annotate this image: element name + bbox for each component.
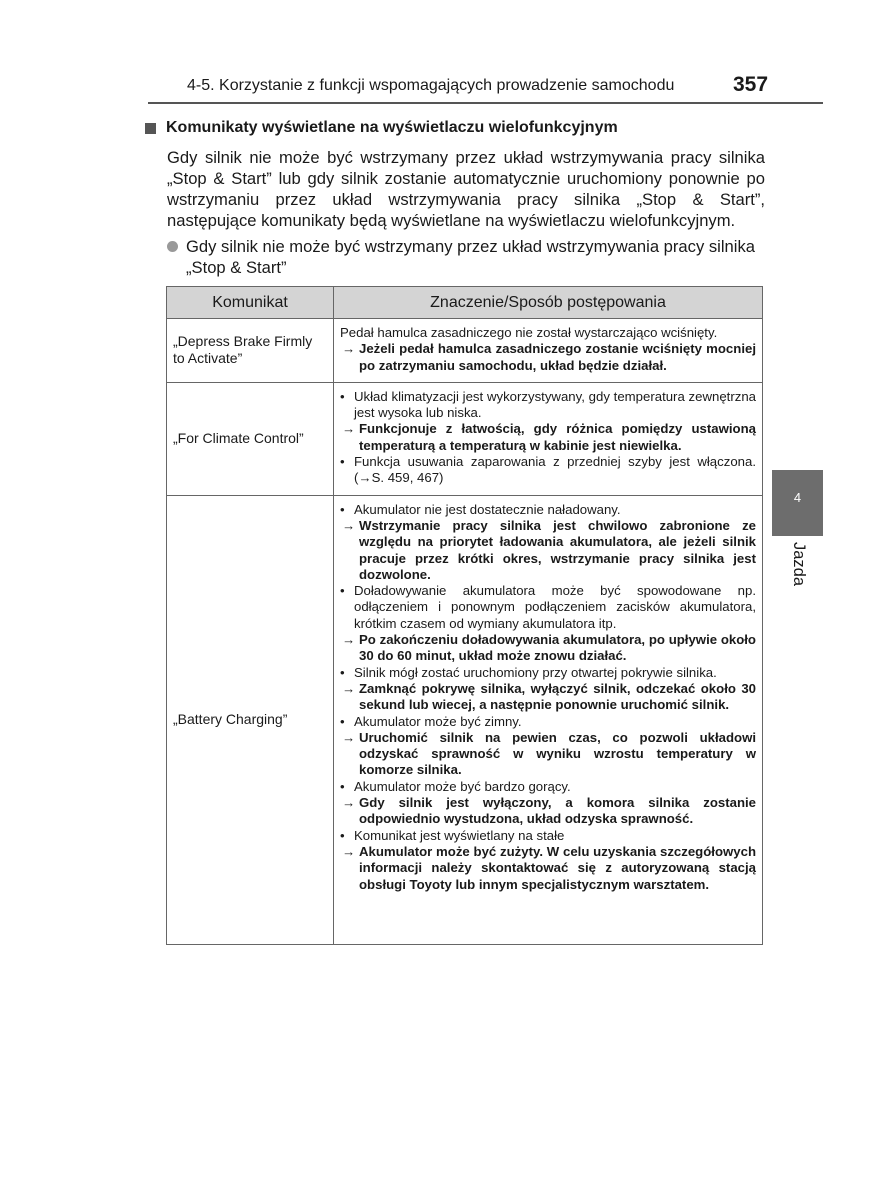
section-title: Komunikaty wyświetlane na wyświetlaczu wielofunkcyjnym	[166, 119, 618, 136]
column-header-meaning: Znaczenie/Sposób postępowania	[334, 287, 763, 319]
action-line	[340, 632, 756, 665]
bullet-icon: •	[340, 664, 345, 680]
table-body	[167, 319, 763, 945]
arrow-icon: →	[342, 421, 356, 437]
table-row	[167, 495, 763, 944]
line-text: Komunikat jest wyświetlany na stałe	[354, 827, 565, 843]
chapter-number: 4	[793, 490, 802, 505]
cause-line	[340, 583, 756, 632]
cause-line	[340, 779, 756, 795]
cause-line	[340, 389, 756, 422]
meaning-cell	[334, 382, 763, 495]
table-row	[167, 382, 763, 495]
line-text: Jeżeli pedał hamulca zasadniczego zostanie wciśnięty mocniej po zatrzymaniu samochodu, układ będzie działał.	[359, 341, 756, 373]
meaning-cell	[334, 319, 763, 383]
bullet-icon: •	[340, 778, 345, 794]
messages-table	[166, 286, 763, 945]
line-text: Funkcjonuje z łatwością, gdy różnica pomiędzy ustawioną temperaturą a temperaturą w kabinie jest niewielka.	[359, 421, 756, 453]
square-bullet-icon	[145, 123, 156, 134]
plain-line	[340, 325, 756, 341]
line-text: Doładowywanie akumulatora może być spowodowane np. odłączeniem i ponownym podłączeniem zacisków akumulatora, krótkim czasem od wymiany akumulatora itp.	[354, 583, 756, 631]
line-text: Układ klimatyzacji jest wykorzystywany, gdy temperatura zewnętrzna jest wysoka lub niska.	[354, 388, 756, 421]
line-text: Akumulator nie jest dostatecznie naładowany.	[354, 501, 621, 517]
line-text: Pedał hamulca zasadniczego nie został wystarczająco wciśnięty.	[340, 325, 718, 340]
cause-line	[340, 665, 756, 681]
chapter-title: Jazda	[790, 542, 808, 587]
action-line	[340, 681, 756, 714]
arrow-icon: →	[342, 795, 356, 811]
chapter-label	[780, 540, 816, 600]
message-cell: „For Climate Control”	[167, 382, 334, 495]
message-cell: „Depress Brake Firmly to Activate”	[167, 319, 334, 383]
line-text: Wstrzymanie pracy silnika jest chwilowo zabronione ze względu na priorytet ładowania akumulatora, ale jeżeli silnik pracuje przez krótki okres, wstrzymanie pracy silnika jest dozwolone.	[359, 517, 756, 582]
running-header: 4-5. Korzystanie z funkcji wspomagających prowadzenie samochodu	[187, 77, 675, 94]
action-line	[340, 341, 756, 374]
meaning-cell	[334, 495, 763, 944]
arrow-icon: →	[342, 517, 356, 533]
chapter-tab	[772, 470, 823, 536]
arrow-icon: →	[342, 341, 356, 357]
line-text: Uruchomić silnik na pewien czas, co pozwoli układowi odzyskać sprawność w wyniku wzrostu temperatury w komorze silnika.	[359, 729, 756, 778]
page-number: 357	[733, 73, 769, 96]
bullet-icon: •	[340, 388, 345, 404]
condition-item	[167, 236, 765, 278]
table-header-row	[167, 287, 763, 319]
section-heading	[145, 117, 765, 139]
bullet-icon: •	[340, 583, 345, 599]
cause-line	[340, 454, 756, 487]
circle-bullet-icon	[167, 241, 178, 252]
message-cell: „Battery Charging”	[167, 495, 334, 944]
bullet-icon: •	[340, 827, 345, 843]
messages-section	[145, 117, 765, 278]
bullet-icon: •	[340, 501, 345, 517]
cause-line	[340, 828, 756, 844]
cause-line	[340, 714, 756, 730]
arrow-icon: →	[342, 729, 356, 745]
action-line	[340, 421, 756, 454]
line-text: Po zakończeniu doładowywania akumulatora, po upływie około 30 do 60 minut, układ może znowu działać.	[359, 632, 756, 664]
header-rule	[148, 102, 823, 104]
arrow-icon: →	[342, 843, 356, 859]
line-text: Zamknąć pokrywę silnika, wyłączyć silnik, odczekać około 30 sekund lub wiecej, a następnie ponownie uruchomić silnik.	[359, 680, 756, 713]
line-text: Akumulator może być bardzo gorący.	[354, 778, 571, 794]
bullet-icon: •	[340, 454, 345, 470]
action-line	[340, 518, 756, 583]
action-line	[340, 795, 756, 828]
line-text: Funkcja usuwania zaparowania z przedniej szyby jest włączona. (→S. 459, 467)	[354, 454, 756, 486]
line-text: Akumulator może być zimny.	[354, 713, 522, 729]
condition-text: Gdy silnik nie może być wstrzymany przez układ wstrzymywania pracy silnika „Stop & Start”	[186, 237, 755, 277]
arrow-icon: →	[342, 632, 356, 648]
action-line	[340, 844, 756, 893]
arrow-icon: →	[342, 680, 356, 696]
line-text: Silnik mógł zostać uruchomiony przy otwartej pokrywie silnika.	[354, 664, 717, 680]
line-text: Gdy silnik jest wyłączony, a komora silnika zostanie odpowiednio wystudzona, układ odzyska sprawność.	[359, 795, 756, 827]
column-header-message: Komunikat	[167, 287, 334, 319]
intro-paragraph: Gdy silnik nie może być wstrzymany przez układ wstrzymywania pracy silnika „Stop & Start” lub gdy silnik zostanie automatycznie uruchomiony ponownie po wstrzymaniu przez układ wstrzymywania pracy silnika „Stop & Start”, następujące komunikaty będą wyświetlane na wyświetlaczu wielofunkcyjnym.	[167, 148, 765, 230]
cause-line	[340, 502, 756, 518]
line-text: Akumulator może być zużyty. W celu uzyskania szczegółowych informacji należy skontaktować się z autoryzowaną stacją obsługi Toyoty lub innym specjalistycznym warsztatem.	[359, 843, 756, 892]
table-row	[167, 319, 763, 383]
action-line	[340, 730, 756, 779]
bullet-icon: •	[340, 713, 345, 729]
